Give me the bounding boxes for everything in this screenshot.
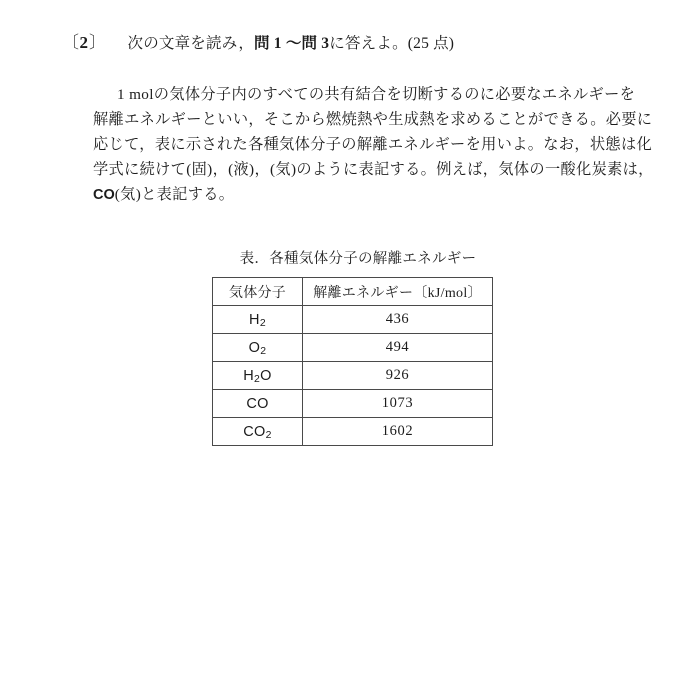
table-header-row <box>213 278 493 306</box>
bracket-open-icon: 〔 <box>62 33 79 52</box>
bracket-close-icon: 〕 <box>89 33 106 52</box>
formula-subscript: 2 <box>254 373 261 385</box>
formula-main: CO <box>243 423 266 440</box>
formula-main: H <box>249 311 260 328</box>
table-body <box>213 306 493 446</box>
question-header <box>62 28 454 53</box>
cell-molecule <box>213 334 303 362</box>
instruction-subquestions: 問 1 〜問 3 <box>254 35 330 52</box>
passage-body <box>93 82 654 207</box>
passage-line-3: 応じて，表に示された各種気体分子の解離エネルギーを用いよ。なお，状態は化 <box>93 136 653 153</box>
formula-subscript: 2 <box>259 317 266 329</box>
formula-subscript: 2 <box>265 429 272 441</box>
cell-energy-value: 1602 <box>303 418 493 446</box>
instruction-post: に答えよ。(25 点) <box>329 35 455 52</box>
cell-molecule <box>213 418 303 446</box>
cell-molecule <box>213 362 303 390</box>
cell-energy-value: 926 <box>303 362 493 390</box>
passage-line-5 <box>93 182 631 207</box>
formula-main: CO <box>246 395 269 412</box>
formula-subscript: 2 <box>260 345 267 357</box>
passage-chemical-formula-co: CO <box>93 187 115 203</box>
passage-line-1 <box>93 82 636 107</box>
formula-main: H <box>243 367 255 384</box>
passage-line-5-text: (気)と表記する。 <box>114 186 235 203</box>
cell-energy-value: 494 <box>303 334 493 362</box>
table-caption: 表．各種気体分子の解離エネルギー <box>239 251 477 267</box>
passage-line-1-quantity: 1 mol <box>117 86 154 103</box>
passage-line-4: 学式に続けて(固)，(液)，(気)のように表記する。例えば，気体の一酸化炭素は， <box>93 161 654 178</box>
column-header-energy: 解離エネルギー〔kJ/mol〕 <box>303 278 493 306</box>
energy-table-container <box>212 277 492 446</box>
table-row <box>213 334 493 362</box>
cell-molecule <box>213 390 303 418</box>
table-row <box>213 418 493 446</box>
cell-energy-value: 436 <box>303 306 493 334</box>
passage-line-2: 解離エネルギーといい，そこから燃焼熱や生成熱を求めることができる。必要に <box>93 111 653 128</box>
formula-main: O <box>248 339 261 356</box>
column-header-molecule: 気体分子 <box>213 278 303 306</box>
instruction-pre: 次の文章を読み， <box>127 35 255 52</box>
passage-line-1-text: の気体分子内のすべての共有結合を切断するのに必要なエネルギーを <box>153 86 636 103</box>
dissociation-energy-table <box>212 277 493 446</box>
formula-tail: O <box>260 367 272 384</box>
question-number: 2 <box>79 33 88 52</box>
table-row <box>213 390 493 418</box>
question-instruction <box>128 31 455 53</box>
table-row <box>213 362 493 390</box>
cell-molecule <box>213 306 303 334</box>
table-row <box>213 306 493 334</box>
cell-energy-value: 1073 <box>303 390 493 418</box>
